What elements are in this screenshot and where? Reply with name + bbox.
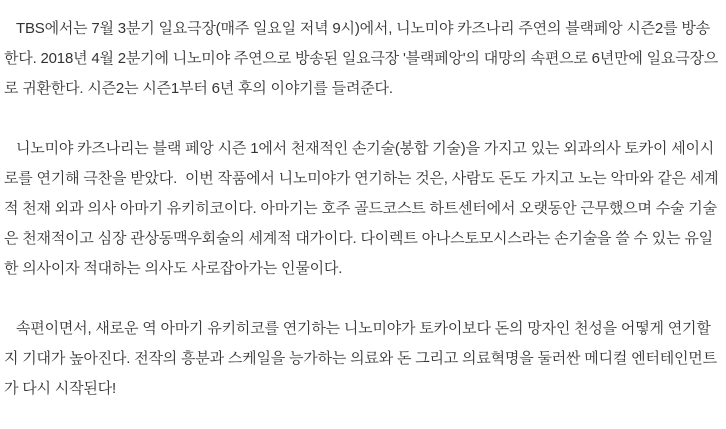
paragraph-outro: 속편이면서, 새로운 역 아마기 유키히코를 연기하는 니노미야가 토카이보다 돈의 망자인 천성을 어떻게 연기할지 기대가 높아진다. 전작의 흥분과 스케일을 능가하는 의료와 돈 그리고 의료혁명을 둘러싼 메디컬 엔터테인먼트가 다시 시작된다! [4,320,717,397]
paragraph-character-description: 니노미야 카즈나리는 블랙 페앙 시즌 1에서 천재적인 손기술(봉합 기술)을 가지고 있는 외과의사 토카이 세이시로를 연기해 극찬을 받았다. 이번 작품에서 니노미야가 연기하는 것은, 사람도 돈도 가지고 노는 악마와 같은 세계적 천재 외과 의사 아마기 유키히코이다. 아마기는 호주 골드코스트 하트센터에서 오랫동안 근무했으며 수술 기술은 천재적이고 심장 관상동맥우회술의 세계적 대가이다. 다이렉트 아나스토모시스라는 손기술을 쓸 수 있는 유일한 의사이자 적대하는 의사도 사로잡아가는 인물이다. [4,140,719,277]
paragraph-intro: TBS에서는 7월 3분기 일요극장(매주 일요일 저녁 9시)에서, 니노미야 카즈나리 주연의 블랙페앙 시즌2를 방송한다. 2018년 4월 2분기에 니노미야 주연으로 방송된 일요극장 '블랙페앙'의 대망의 속편으로 6년만에 일요극장으로 귀환한다. 시즌2는 시즌1부터 6년 후의 이야기를 들려준다. [4,20,719,97]
